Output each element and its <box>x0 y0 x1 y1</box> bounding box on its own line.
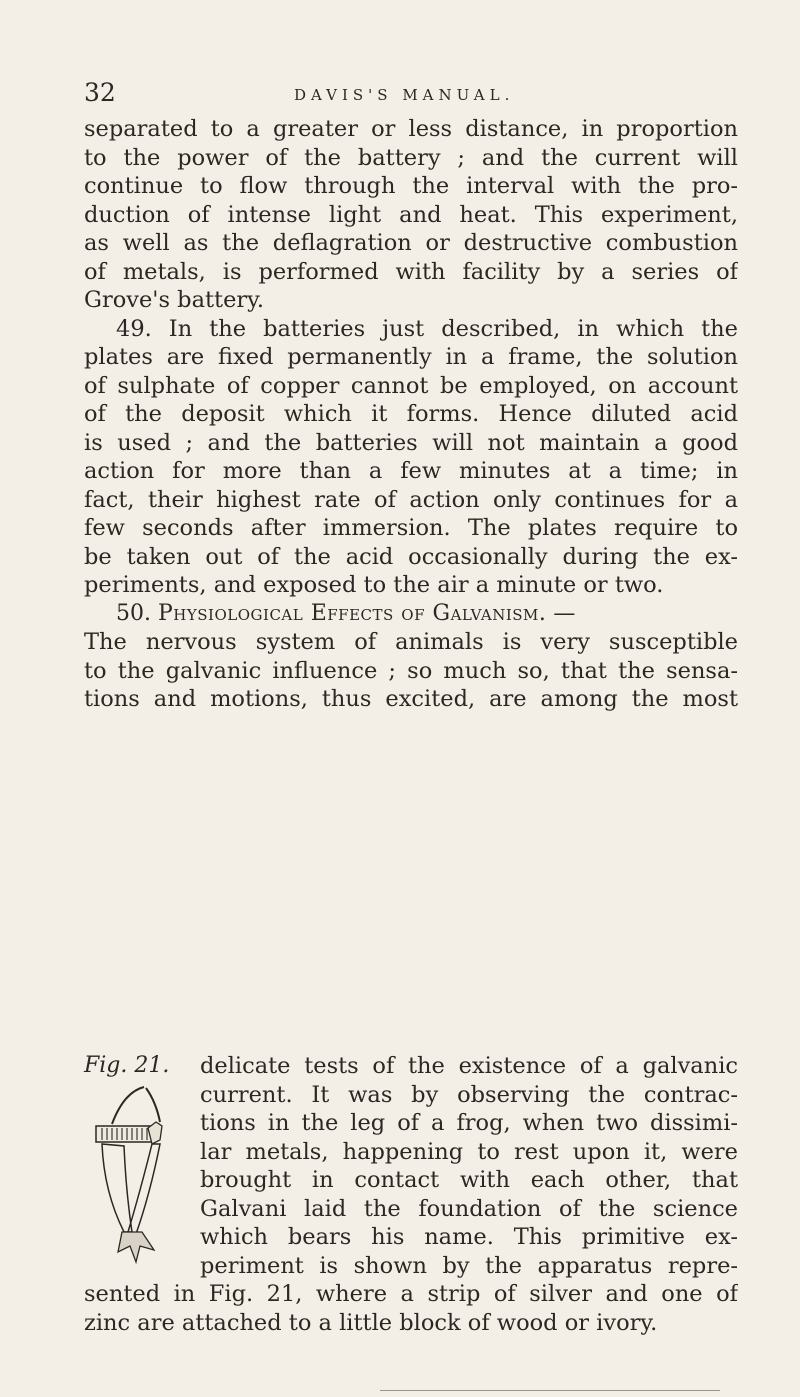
text-line: periment is shown by the apparatus repre- <box>200 1252 738 1279</box>
text-line: tions in the leg of a frog, when two dissimi- <box>200 1110 738 1136</box>
text-line: fact, their highest rate of action only continues for a <box>84 486 738 513</box>
text-line: plates are fixed permanently in a frame, the solution <box>84 344 738 370</box>
text-line: periments, and exposed to the air a minute or two. <box>84 572 664 598</box>
wood-block <box>96 1126 154 1142</box>
zinc-strip <box>146 1088 160 1122</box>
text-line: to the power of the battery ; and the current will <box>84 144 738 171</box>
section-heading: Physiological Effects of Galvanism. <box>158 600 547 626</box>
text-line: sented in Fig. 21, where a strip of silver and one of <box>84 1281 738 1307</box>
frog-foot <box>118 1232 154 1262</box>
text-line: current. It was by observing the contrac- <box>200 1081 738 1108</box>
text-line: Grove's battery. <box>84 287 265 313</box>
text-line: of the deposit which it forms. Hence diluted acid <box>84 401 738 427</box>
section-heading-line <box>84 600 738 629</box>
text-line: as well as the deflagration or destructive combustion <box>84 230 738 256</box>
text-line: separated to a greater or less distance, in proportion <box>84 116 738 142</box>
text-line: of metals, is performed with facility by a series of <box>84 258 738 285</box>
text-line: be taken out of the acid occasionally during the ex- <box>84 543 738 570</box>
text-line: continue to flow through the interval with the pro- <box>84 173 738 199</box>
text-line: is used ; and the batteries will not maintain a good <box>84 429 738 456</box>
text-line: which bears his name. This primitive ex- <box>200 1224 738 1250</box>
paragraph-49 <box>84 315 738 600</box>
text-line: few seconds after immersion. The plates require to <box>84 515 738 541</box>
closing-lines <box>84 1280 738 1337</box>
silver-strip <box>112 1087 144 1124</box>
text-line: zinc are attached to a little block of wood or ivory. <box>84 1309 658 1336</box>
figure-section <box>84 1052 738 1392</box>
text-line: action for more than a few minutes at a time; in <box>84 458 738 484</box>
frog-leg-right <box>128 1144 160 1234</box>
figure-label: Fig. 21. <box>84 1053 170 1078</box>
text-line: Galvani laid the foundation of the science <box>200 1195 738 1222</box>
text-line: tions and motions, thus excited, are among the most <box>84 686 738 712</box>
text-line: duction of intense light and heat. This experiment, <box>84 201 738 228</box>
text-line: of sulphate of copper cannot be employed, on account <box>84 372 738 399</box>
page-number: 32 <box>84 78 116 107</box>
bottom-rule <box>380 1390 720 1391</box>
text-line: brought in contact with each other, that <box>200 1167 738 1193</box>
heading-dash: — <box>546 600 576 626</box>
running-title: DAVIS'S MANUAL. <box>294 86 515 104</box>
section-number: 50. <box>116 600 151 626</box>
frog-leg-left <box>102 1144 132 1232</box>
paragraph-continuation <box>84 115 738 315</box>
wrapped-paragraph <box>200 1052 738 1280</box>
paragraph-50 <box>84 600 738 714</box>
frog-leg-apparatus-illustration <box>84 1082 204 1282</box>
text-line: The nervous system of animals is very susceptible <box>84 629 738 655</box>
text-line: to the galvanic influence ; so much so, that the sensa- <box>84 657 738 684</box>
text-line: lar metals, happening to rest upon it, were <box>200 1138 738 1165</box>
page-header <box>84 78 744 114</box>
text-line: 49. In the batteries just described, in which the <box>116 315 738 342</box>
text-line: delicate tests of the existence of a galvanic <box>200 1053 738 1079</box>
